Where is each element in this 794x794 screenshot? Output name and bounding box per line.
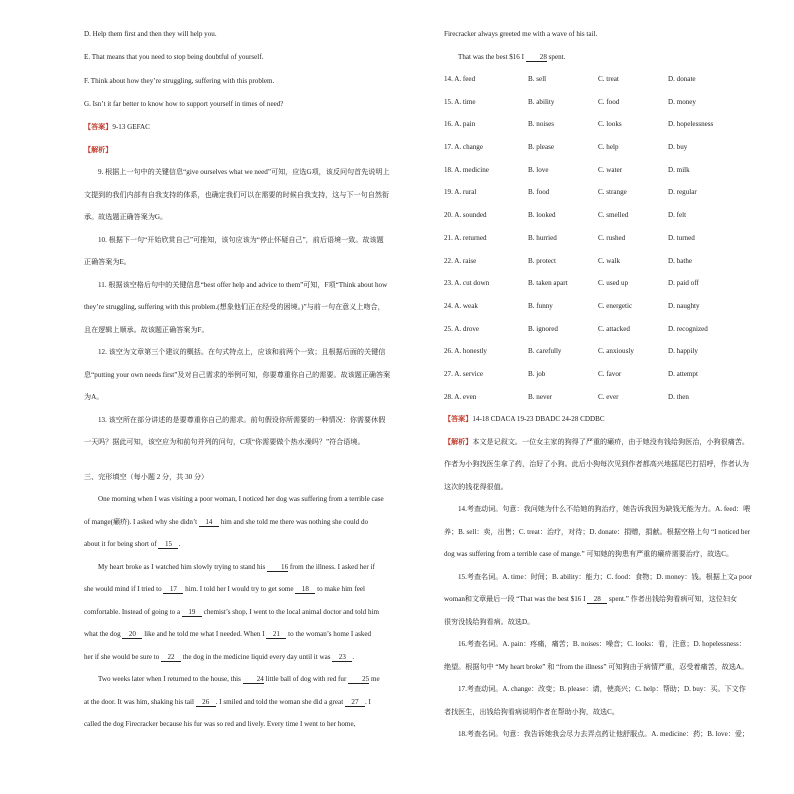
answer-tag: 【答案】 bbox=[444, 415, 473, 424]
blank-16: 16 bbox=[267, 564, 288, 572]
option-choice: D. regular bbox=[668, 188, 697, 197]
q9-line: 文提到的我们内部有自我支持的体系，也确定我们可以在需要的时候自我支持，这与下一句自然衔 bbox=[84, 190, 390, 199]
option-choice: D. turned bbox=[668, 233, 695, 242]
explanation-q11 bbox=[84, 281, 390, 349]
option-choice: C. treat bbox=[598, 75, 619, 83]
q16-line: 16.考查名词。A. pain：疼痛，痛苦；B. noises：噪音；C. looks：看，注意；D. hopelessness： bbox=[458, 640, 746, 649]
option-choice: 19. A. rural bbox=[444, 188, 477, 197]
passage-text: . bbox=[352, 652, 355, 661]
option-choice: B. carefully bbox=[528, 347, 562, 356]
option-choice: C. ever bbox=[598, 392, 619, 401]
q14-line: 14.考查动词。句意：我问她为什么不给她的狗治疗，她告诉我因为缺钱无能为力。A. feed：喂 bbox=[458, 505, 751, 514]
option-f: F. Think about how they’re struggling, suffering with this problem. bbox=[84, 76, 275, 85]
option-choice: B. noises bbox=[528, 120, 555, 129]
analysis-heading bbox=[84, 146, 390, 169]
option-choice: C. help bbox=[598, 143, 619, 152]
option-choice: B. taken apart bbox=[528, 279, 568, 288]
option-choice: B. ability bbox=[528, 97, 555, 106]
answer-tag: 【答案】 bbox=[84, 123, 113, 132]
blank-26: 26 bbox=[196, 699, 216, 707]
blank-23: 23 bbox=[332, 654, 352, 662]
option-choice: 28. A. even bbox=[444, 392, 477, 401]
option-row bbox=[444, 120, 744, 143]
q13-line: 一天吗？据此可知，该空应为和前句并列的问句，C项“你需要做个热水澡吗？”符合语境。 bbox=[84, 438, 365, 447]
passage-paragraph-3 bbox=[84, 675, 390, 743]
blank-21: 21 bbox=[266, 631, 286, 639]
option-row bbox=[444, 211, 744, 234]
option-choice: 18. A. medicine bbox=[444, 165, 489, 174]
passage-text: . I smiled and told the woman she did a great bbox=[215, 697, 345, 706]
option-choice: C. looks bbox=[598, 120, 622, 129]
passage-text: little ball of dog with red fur bbox=[263, 675, 349, 684]
option-choice: D. attempt bbox=[668, 369, 698, 378]
option-choice: 22. A. raise bbox=[444, 256, 477, 265]
blank-14: 14 bbox=[199, 519, 219, 527]
blank-27: 27 bbox=[345, 699, 365, 707]
option-choice: C. walk bbox=[598, 256, 621, 265]
option-row bbox=[444, 325, 744, 348]
blank-25: 25 bbox=[348, 676, 369, 684]
option-choice: 27. A. service bbox=[444, 369, 484, 378]
passage-line bbox=[84, 698, 390, 721]
passage-text: spent. bbox=[546, 52, 566, 61]
option-choice: D. felt bbox=[668, 211, 687, 220]
option-choice: B. never bbox=[528, 392, 553, 401]
option-choice: 14. A. feed bbox=[444, 75, 476, 83]
option-choice: 23. A. cut down bbox=[444, 279, 490, 288]
q14-line: dog was suffering from a terrible case of mange.” 可知她的狗患有严重的癞疥需要治疗，故选C。 bbox=[444, 550, 734, 559]
option-choice: D. money bbox=[668, 97, 696, 106]
option-choice: 24. A. weak bbox=[444, 301, 478, 310]
q12-line: 为A。 bbox=[84, 393, 104, 402]
option-choice: B. looked bbox=[528, 211, 556, 220]
option-g: G. Isn’t it far better to know how to support yourself in times of need? bbox=[84, 99, 284, 108]
option-choice: B. sell bbox=[528, 75, 547, 83]
blank-28: 28 bbox=[526, 54, 547, 62]
passage-paragraph-2 bbox=[84, 563, 390, 676]
blank-28-ref: 28 bbox=[587, 596, 607, 604]
passage-text: to make him feel bbox=[315, 585, 365, 594]
q17-line: 17.考查动词。A. change：改变；B. please：请，使高兴；C. help：帮助；D. buy：买。下文作 bbox=[458, 685, 746, 694]
option-choice: C. smelled bbox=[598, 211, 629, 220]
option-choice: C. anxiously bbox=[598, 347, 634, 356]
passage-line bbox=[84, 675, 390, 698]
analysis-intro bbox=[444, 437, 750, 461]
option-row bbox=[444, 302, 744, 325]
option-choice: C. energetic bbox=[598, 301, 633, 310]
option-choice: 21. A. returned bbox=[444, 233, 487, 242]
passage-text: . I bbox=[364, 697, 371, 706]
option-choice: 15. A. time bbox=[444, 97, 476, 106]
option-choice: 17. A. change bbox=[444, 143, 484, 152]
option-choice: B. please bbox=[528, 143, 555, 152]
passage-text: comfortable. Instead of going to a bbox=[84, 607, 182, 616]
option-row bbox=[444, 166, 744, 189]
option-row bbox=[444, 257, 744, 280]
option-choice: 26. A. honestly bbox=[444, 347, 487, 356]
analysis-line: 作者为小狗找医生拿了药，治好了小狗。此后小狗每次见到作者都高兴地摇尾巴打招呼，作者认为 bbox=[444, 460, 750, 469]
passage-text: to the woman’s home I asked bbox=[286, 630, 372, 639]
option-choice: C. rushed bbox=[598, 233, 626, 242]
explanation-q13 bbox=[84, 416, 390, 461]
option-row bbox=[444, 98, 744, 121]
option-choice: B. love bbox=[528, 165, 549, 174]
blank-15: 15 bbox=[158, 541, 178, 549]
q15-line: 15.考查名词。A. time：时间；B. ability：能力；C. food：食物；D. money：钱。根据上文a poor bbox=[458, 572, 752, 581]
q14-line: 养；B. sell：卖，出售；C. treat：治疗，对待；D. donate：捐赠，捐献。根据空格上句 “I noticed her bbox=[444, 527, 750, 536]
option-row bbox=[444, 75, 744, 98]
option-choice: D. paid off bbox=[668, 279, 699, 288]
q11-line: 且在逻辑上顺承。故该题正确答案为F。 bbox=[84, 325, 209, 334]
passage-line bbox=[84, 563, 390, 586]
q9-line: 9. 根据上一句中的关键信息“give ourselves what we need”可知，应选G项，该反问句首先说明上 bbox=[98, 168, 390, 177]
q10-line: 正确答案为E。 bbox=[84, 258, 131, 267]
q12-line: 12. 该空为文章第三个建议的概括。在句式特点上，应该和前两个一致；且根据后面的关键信 bbox=[98, 348, 386, 357]
option-choice: D. naughty bbox=[668, 301, 700, 310]
option-choice: B. food bbox=[528, 188, 550, 197]
passage-text: she would mind if I tried to bbox=[84, 585, 164, 594]
passage-line bbox=[84, 720, 390, 743]
passage-line bbox=[84, 630, 390, 653]
answer-value: 14-18 CDACA 19-23 DBADC 24-28 CDDBC bbox=[472, 415, 605, 424]
passage-text: like and he told me what I needed. When I bbox=[142, 630, 267, 639]
option-row bbox=[444, 188, 744, 211]
passage-text: chemist’s shop, I went to the local animal doctor and told him bbox=[201, 607, 380, 616]
option-row bbox=[444, 234, 744, 257]
passage-text: her if she would be sure to bbox=[84, 652, 162, 661]
passage-text: . bbox=[178, 540, 181, 549]
analysis-tag: 【解析】 bbox=[444, 437, 473, 446]
q12-line: 息“putting your own needs first”及对自己需求的举例可知，你要尊重你自己的需要。故该题正确答案 bbox=[84, 370, 391, 379]
option-choice: C. strange bbox=[598, 188, 627, 197]
q11-line: 11. 根据该空格后句中的关键信息“best offer help and advice to them”可知，F项“Think about how bbox=[98, 280, 388, 289]
option-d: D. Help them first and then they will help you. bbox=[84, 30, 217, 38]
option-choice: B. hurried bbox=[528, 233, 557, 242]
option-choice: B. job bbox=[528, 369, 546, 378]
explanation-q12 bbox=[84, 348, 390, 416]
analysis-text: 本文是记叙文。一位女主家的狗得了严重的癞疥，由于她没有钱给狗医治，小狗很痛苦。 bbox=[472, 437, 750, 446]
option-e: E. That means that you need to stop being doubtful of yourself. bbox=[84, 53, 264, 62]
option-choice: D. donate bbox=[668, 75, 696, 83]
q17-line: 者找医生，出钱给狗看病说明作者在帮助小狗，故选C。 bbox=[444, 707, 619, 716]
option-choice: B. ignored bbox=[528, 324, 558, 333]
answer-value: 9-13 GEFAC bbox=[112, 123, 150, 132]
option-choice: 25. A. drove bbox=[444, 324, 480, 333]
passage-text: about it for being short of bbox=[84, 540, 159, 549]
blank-19: 19 bbox=[182, 609, 202, 617]
passage-line bbox=[84, 653, 390, 676]
passage-text: from the illness. I asked her if bbox=[288, 562, 375, 571]
option-choice: C. food bbox=[598, 97, 620, 106]
option-choice: D. recognized bbox=[668, 324, 708, 333]
q15-text: woman和文章最后一段 “That was the best $16 I bbox=[444, 595, 588, 604]
analysis-line: 这次的钱花得很值。 bbox=[444, 482, 508, 491]
passage-text: One morning when I was visiting a poor woman, I noticed her dog was suffering from a terrible case bbox=[98, 495, 384, 504]
right-column bbox=[444, 30, 752, 753]
option-choice: C. favor bbox=[598, 369, 622, 378]
passage-line bbox=[84, 540, 390, 563]
options-list bbox=[444, 75, 744, 415]
passage-text: My heart broke as I watched him slowly trying to stand his bbox=[98, 562, 268, 571]
option-choice: 16. A. pain bbox=[444, 120, 476, 129]
q18-line: 18.考查名词。句意：我告诉她我会尽力去弄点药让他舒服点。A. medicine：药；B. love：爱； bbox=[458, 730, 750, 739]
passage-text: the dog in the medicine liquid every day until it was bbox=[181, 652, 333, 661]
option-row bbox=[444, 370, 744, 393]
passage-text: him. I told her I would try to get some bbox=[183, 585, 296, 594]
blank-20: 20 bbox=[122, 631, 142, 639]
passage-line bbox=[84, 585, 390, 608]
passage-text: him and she told me there was nothing she could do bbox=[218, 517, 369, 526]
blank-24: 24 bbox=[243, 676, 264, 684]
q15-text: spent.” 作者出钱给狗看病可知，这位妇女 bbox=[607, 595, 738, 604]
q13-line: 13. 该空所在部分讲述的是要尊重你自己的需求。前句假设你所需要的一种情况：你需要休假 bbox=[98, 415, 386, 424]
option-row bbox=[444, 393, 744, 416]
passage-line bbox=[84, 518, 390, 541]
section-title: 三、完形填空（每小题 2 分，共 30 分） bbox=[84, 472, 209, 481]
passage-text: me bbox=[369, 675, 380, 684]
option-choice: C. attacked bbox=[598, 324, 630, 333]
blank-22: 22 bbox=[161, 654, 181, 662]
passage-text: what the dog bbox=[84, 630, 123, 639]
option-choice: C. water bbox=[598, 165, 623, 174]
passage-paragraph-1 bbox=[84, 495, 390, 563]
q16-line: 绝望。根据句中 “My heart broke” 和 “from the illness” 可知狗由于病情严重，忍受着痛苦，故选A。 bbox=[444, 662, 749, 671]
passage-line bbox=[84, 495, 390, 518]
q15-line: 很穷没钱给狗看病。故选D。 bbox=[444, 617, 535, 626]
option-choice: 20. A. sounded bbox=[444, 211, 487, 220]
option-choice: D. happily bbox=[668, 347, 698, 356]
left-column bbox=[84, 30, 390, 743]
option-choice: B. protect bbox=[528, 256, 556, 265]
explanation-q9 bbox=[84, 168, 390, 236]
answer-line bbox=[444, 415, 744, 438]
option-choice: D. milk bbox=[668, 165, 690, 174]
q15-line bbox=[444, 595, 744, 618]
passage-line bbox=[84, 608, 390, 631]
option-choice: D. bathe bbox=[668, 256, 693, 265]
q10-line: 10. 根据下一句“开始欣赏自己”可推知，该句应该为“停止怀疑自己”，前后语境一致。故该题 bbox=[98, 235, 384, 244]
blank-18: 18 bbox=[295, 586, 315, 594]
q11-line: they’re struggling, suffering with this problem.(想象他们正在经受的困境。)”与前一句在意义上吻合， bbox=[84, 303, 385, 312]
option-row bbox=[444, 347, 744, 370]
explanation-q10 bbox=[84, 236, 390, 281]
q9-line: 承。故选题正确答案为G。 bbox=[84, 213, 168, 222]
passage-text: That was the best $16 I bbox=[458, 52, 526, 61]
option-choice: D. then bbox=[668, 392, 689, 401]
option-row bbox=[444, 143, 744, 166]
option-choice: D. buy bbox=[668, 143, 688, 152]
passage-text: Two weeks later when I returned to the house, this bbox=[98, 675, 243, 684]
option-row bbox=[444, 279, 744, 302]
answer-line bbox=[84, 123, 390, 146]
passage-text: called the dog Firecracker because his fur was so red and lively. Every time I went to her home, bbox=[84, 720, 356, 729]
passage-last-line bbox=[444, 53, 744, 76]
option-choice: D. hopelessness bbox=[668, 120, 714, 129]
passage-continued: Firecracker always greeted me with a wave of his tail. bbox=[444, 30, 598, 38]
blank-17: 17 bbox=[163, 586, 183, 594]
option-choice: C. used up bbox=[598, 279, 629, 288]
passage-text: of mange(癞疥). I asked why she didn’t bbox=[84, 517, 199, 526]
passage-text: at the door. It was him, shaking his tail bbox=[84, 697, 196, 706]
analysis-tag: 【解析】 bbox=[84, 145, 113, 154]
option-choice: B. funny bbox=[528, 301, 553, 310]
